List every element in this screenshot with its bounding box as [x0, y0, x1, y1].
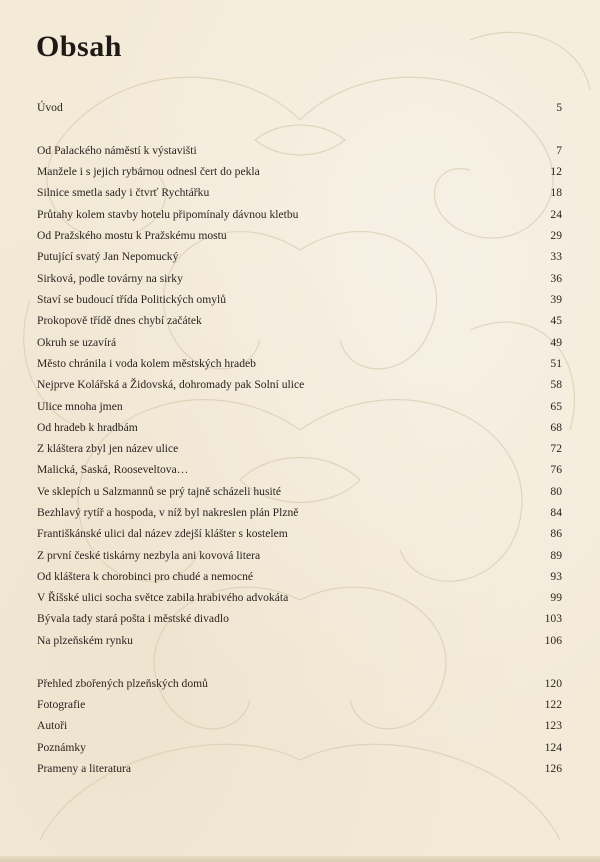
- toc-entry-page: 33: [550, 250, 562, 263]
- toc-entry-page: 72: [550, 442, 562, 455]
- toc-entry-page: 103: [544, 612, 562, 625]
- toc-entry: [37, 524, 562, 544]
- toc-entry: [37, 460, 562, 480]
- toc-entry-page: 45: [550, 314, 562, 327]
- toc-entry: [37, 397, 562, 417]
- toc-entry-page: 89: [550, 549, 562, 562]
- toc-entry-page: 49: [550, 336, 562, 349]
- toc-entry-page: 86: [550, 527, 562, 540]
- toc-entry-page: 51: [550, 357, 562, 370]
- toc-entry: [37, 482, 562, 502]
- toc-entry-title: Poznámky: [37, 741, 86, 754]
- toc-entry: [37, 609, 562, 629]
- toc-entry-title: Sirková, podle továrny na sirky: [37, 272, 183, 285]
- toc-entry: [37, 674, 562, 694]
- toc-entry-page: 84: [550, 506, 562, 519]
- toc-entry-page: 5: [556, 101, 562, 114]
- toc-entry-page: 12: [550, 165, 562, 178]
- toc-entry: [37, 567, 562, 587]
- toc-entry-page: 124: [544, 741, 562, 754]
- toc-entry-page: 68: [550, 421, 562, 434]
- toc-entry: [37, 269, 562, 289]
- toc-entry-title: Ve sklepích u Salzmannů se prý tajně scházeli husité: [37, 485, 282, 498]
- toc-entry-page: 80: [550, 485, 562, 498]
- toc-entry-title: V Říšské ulici socha světce zabila hrabivého advokáta: [37, 591, 289, 604]
- toc-entry-page: 126: [544, 762, 562, 775]
- toc-entry: [37, 98, 562, 118]
- toc-entry: [37, 183, 562, 203]
- toc-entry-title: Bezhlavý rytíř a hospoda, v níž byl nakreslen plán Plzně: [37, 506, 299, 519]
- toc-entry-title: Od hradeb k hradbám: [37, 421, 138, 434]
- toc-entry-title: Z první české tiskárny nezbyla ani kovová litera: [37, 549, 261, 562]
- toc-entry: [37, 716, 562, 736]
- toc-entry: [37, 418, 562, 438]
- toc-entry-page: 106: [544, 634, 562, 647]
- toc-entry: [37, 311, 562, 331]
- toc-entry: [37, 162, 562, 182]
- toc-entry-title: Prokopově třídě dnes chybí začátek: [37, 314, 202, 327]
- toc-entry: [37, 290, 562, 310]
- toc-entry-page: 7: [556, 144, 562, 157]
- toc-entry: [37, 503, 562, 523]
- toc-entry-title: Přehled zbořených plzeňských domů: [37, 677, 208, 690]
- toc-entry: [37, 738, 562, 758]
- toc-entry: [37, 226, 562, 246]
- toc-entry: [37, 588, 562, 608]
- toc-entry-title: Úvod: [37, 101, 63, 114]
- toc-entry: [37, 141, 562, 161]
- toc-entry-title: Od Pražského mostu k Pražskému mostu: [37, 229, 227, 242]
- toc-entry: [37, 247, 562, 267]
- toc-entry: [37, 354, 562, 374]
- toc-entry-title: Ulice mnoha jmen: [37, 400, 123, 413]
- toc-entry-title: Putující svatý Jan Nepomucký: [37, 250, 179, 263]
- toc-entry-page: 99: [550, 591, 562, 604]
- toc-entry: [37, 205, 562, 225]
- toc-entry-page: 65: [550, 400, 562, 413]
- toc-entry-title: Malická, Saská, Rooseveltova…: [37, 463, 189, 476]
- toc-entry-title: Od kláštera k chorobinci pro chudé a nemocné: [37, 570, 254, 583]
- toc-entry-page: 93: [550, 570, 562, 583]
- toc-entry-title: Město chránila i voda kolem městských hradeb: [37, 357, 256, 370]
- toc-entry: [37, 375, 562, 395]
- toc-entry-title: Fotografie: [37, 698, 86, 711]
- toc-entry-page: 24: [550, 208, 562, 221]
- toc-entry-page: 29: [550, 229, 562, 242]
- toc-entry-title: Průtahy kolem stavby hotelu připomínaly dávnou kletbu: [37, 208, 299, 221]
- toc-entry-title: Okruh se uzavírá: [37, 336, 117, 349]
- toc-entry-page: 39: [550, 293, 562, 306]
- toc-entry-title: Prameny a literatura: [37, 762, 131, 775]
- toc-entry: [37, 695, 562, 715]
- toc-entry-title: Staví se budoucí třída Politických omylů: [37, 293, 227, 306]
- toc-entry-page: 122: [544, 698, 562, 711]
- toc-entry-page: 36: [550, 272, 562, 285]
- toc-entry-title: Autoři: [37, 719, 68, 732]
- toc-entry-title: Z kláštera zbyl jen název ulice: [37, 442, 179, 455]
- toc-entry: [37, 546, 562, 566]
- toc-entry: [37, 759, 562, 779]
- toc-entry-page: 76: [550, 463, 562, 476]
- toc-entry-title: Bývala tady stará pošta i městské divadlo: [37, 612, 229, 625]
- toc-entry-title: Silnice smetla sady i čtvrť Rychtářku: [37, 186, 210, 199]
- toc-entry-title: Nejprve Kolářská a Židovská, dohromady pak Solní ulice: [37, 378, 305, 391]
- toc-entry-title: Na plzeňském rynku: [37, 634, 133, 647]
- toc-entry-page: 123: [544, 719, 562, 732]
- toc-entry: [37, 439, 562, 459]
- toc-entry-title: Manžele i s jejich rybárnou odnesl čert do pekla: [37, 165, 260, 178]
- toc-entry-page: 120: [544, 677, 562, 690]
- toc-entry-page: 18: [550, 186, 562, 199]
- toc-entry-title: Od Palackého náměstí k výstavišti: [37, 144, 197, 157]
- page-bottom-edge: [0, 856, 600, 862]
- toc-entry: [37, 631, 562, 651]
- toc-entry-title: Františkánské ulici dal název zdejší klášter s kostelem: [37, 527, 288, 540]
- toc-entry-page: 58: [550, 378, 562, 391]
- page-title: Obsah: [36, 30, 122, 63]
- toc-entry: [37, 333, 562, 353]
